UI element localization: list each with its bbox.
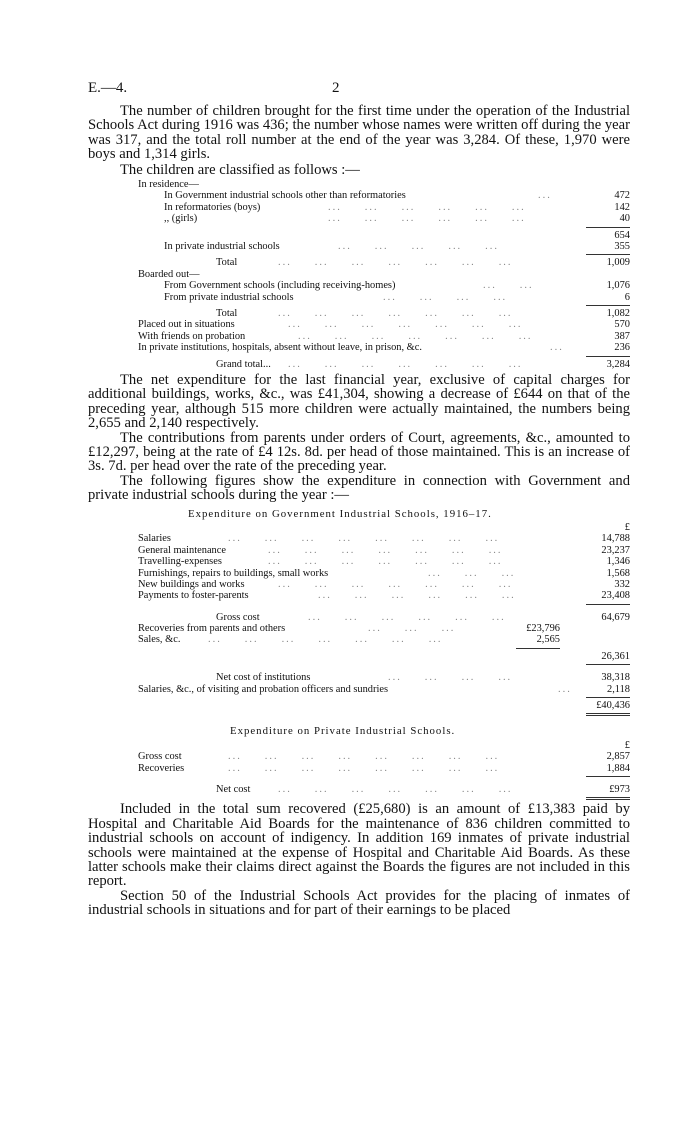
private-expenditure-table: Expenditure on Private Industrial Schools. £ Gross cost ... ... ... ... ... ... ... ... 2,857 Recoveries ... ... ... ... ... ... ... ... 1,884 Net cost ... ... ... ... ... ... ... £973: [138, 726, 630, 800]
double-rule: [586, 797, 630, 800]
value-total-1: 1,009: [606, 257, 630, 269]
label-total-1: Total: [216, 257, 238, 269]
rule: [586, 356, 630, 357]
label-recoveries: Recoveries from parents and others: [138, 623, 286, 635]
label-private-schools: In private industrial schools: [164, 240, 280, 252]
paragraph-classification-intro: The children are classified as follows :—: [120, 161, 360, 178]
rule: [586, 227, 630, 228]
page: [88, 80, 630, 918]
value-from-gov: 1,076: [606, 280, 630, 292]
rule: [516, 648, 560, 649]
paragraph-contributions: The contributions from parents under orders of Court, agreements, &c., amounted to £12,297, being at the rate of £4 12s. 8d. per head of those maintained. This is an increase of 3s. 7d. per head over the rate of the preceding year.: [88, 429, 630, 475]
value-private-net-cost: £973: [609, 784, 630, 795]
label-private-gross-cost: Gross cost: [138, 751, 182, 763]
label-friends-probation: With friends on probation: [138, 330, 246, 342]
label-private-recoveries: Recoveries: [138, 762, 185, 774]
label-new-buildings: New buildings and works: [138, 578, 245, 590]
label-reformatories-girls: ,, (girls): [164, 213, 198, 225]
document-code: E.—4.: [88, 80, 128, 96]
value-sales: 2,565: [536, 634, 560, 646]
label-boarded-out: Boarded out—: [138, 268, 200, 280]
value-gov-total: £40,436: [596, 700, 630, 712]
paragraph-section-50: Section 50 of the Industrial Schools Act provides for the placing of inmates of industrial schools in situations and for part of their earnings to be placed: [88, 887, 630, 919]
value-net-cost-institutions: 38,318: [601, 672, 630, 684]
label-private-institutions: In private institutions, hospitals, absent without leave, in prison, &c.: [138, 342, 422, 354]
currency-symbol: £: [624, 521, 630, 533]
paragraph-following-figures: The following figures show the expenditure in connection with Government and private industrial schools during the year :—: [88, 472, 630, 504]
double-rule: [586, 713, 630, 716]
label-salaries: Salaries: [138, 533, 171, 545]
page-number: 2: [332, 80, 340, 96]
value-reformatories-girls: 40: [619, 213, 630, 225]
label-reformatories-boys: In reformatories (boys): [164, 201, 261, 213]
paragraph-roll-numbers: The number of children brought for the first time under the operation of the Industrial Schools Act during 1916 was 436; the number whose names were written off during the year was 317, and the total roll number at the end of the year was 3,284. Of these, 1,970 were boys and 1,314 girls.: [88, 103, 630, 163]
label-gross-cost: Gross cost: [216, 611, 260, 623]
rule: [586, 697, 630, 698]
currency-symbol: £: [624, 739, 630, 751]
label-from-gov: From Government schools (including receiving-homes): [164, 280, 396, 292]
rule: [586, 664, 630, 665]
value-recoveries: £23,796: [526, 623, 560, 635]
label-in-residence: In residence—: [138, 179, 199, 191]
paragraph-recovered-sum: Included in the total sum recovered (£25,680) is an amount of £13,383 paid by Hospital and Charitable Aid Boards for the maintenance of 836 children committed to industrial schools on account of indigency. In addition 169 inmates of private industrial schools were maintained at the expense of Hospital and Charitable Aid Boards. As these latter schools make their claims direct against the Boards the figures are not included in this report.: [88, 801, 630, 890]
rule: [586, 776, 630, 777]
value-total-2: 1,082: [606, 307, 630, 319]
label-visiting-officers: Salaries, &c., of visiting and probation officers and sundries: [138, 683, 388, 695]
value-salaries: 14,788: [601, 533, 630, 545]
label-net-cost-institutions: Net cost of institutions: [216, 672, 311, 684]
page-header: [88, 80, 630, 104]
label-from-private: From private industrial schools: [164, 291, 294, 303]
value-placed-out: 570: [614, 319, 630, 331]
value-subtotal-residence: 654: [614, 229, 630, 241]
rule: [586, 604, 630, 605]
value-from-private: 6: [624, 291, 630, 303]
label-sales: Sales, &c.: [138, 634, 181, 646]
label-travelling: Travelling-expenses: [138, 556, 222, 568]
value-friends-probation: 387: [614, 330, 630, 342]
classification-table: In residence— In Government industrial schools other than reformatories ... 472 In reformatories (boys) ... ... ... ... ... ... 142 ,, (girls) ... ... ... ... ... ... 40 654 In private industrial schools ... ... ... ... ... 355 Total ... ... ... ... ... ... ... 1,009 Boarded out— From Government schools (including receiving-homes) ... ... 1,076 From private industrial schools ... ... ... ... 6 Total ... ... ... ... ... ... ... 1,082 Placed out in situations ... ... ... ... ... ... ... 570 With friends on probation ... ... ... ... ... ... ... 387 In private institutions, hospitals, absent without leave, in prison, &c. ... 236 Grand total... ... ... ... ... ... ... ... 3,284: [138, 179, 630, 370]
value-furnishings: 1,568: [606, 567, 630, 579]
private-expenditure-title: Expenditure on Private Industrial Schools.: [230, 725, 456, 738]
paragraph-net-expenditure: The net expenditure for the last financial year, exclusive of capital charges for additional buildings, works, &c., was £41,304, showing a decrease of £644 on that of the preceding year, although 515 more children were actually maintained, the numbers being 2,655 and 2,140 respectively.: [88, 371, 630, 432]
label-general-maintenance: General maintenance: [138, 544, 226, 556]
label-private-net-cost: Net cost: [216, 784, 251, 795]
label-placed-out: Placed out in situations: [138, 319, 235, 331]
gov-expenditure-title: Expenditure on Government Industrial Schools, 1916–17.: [188, 507, 492, 520]
rule: [586, 254, 630, 255]
value-recoveries-total: 26,361: [601, 650, 630, 662]
value-grand-total: 3,284: [606, 358, 630, 370]
value-visiting-officers: 2,118: [607, 683, 630, 695]
label-foster-parents: Payments to foster-parents: [138, 590, 249, 602]
value-foster-parents: 23,408: [601, 590, 630, 602]
value-travelling: 1,346: [606, 556, 630, 568]
rule: [586, 305, 630, 306]
value-private-institutions: 236: [614, 342, 630, 354]
gov-expenditure-table: Expenditure on Government Industrial Schools, 1916–17. £ Salaries ... ... ... ... ... ... ... ... 14,788 General maintenance ... ... ... ... ... ... ... 23,237 Travelling-expenses ... ... ... ... ... ... ... 1,346 Furnishings, repairs to buildings, small works ... ... ... 1,568 New buildings and works ... ... ... ... ... ... ... 332 Payments to foster-parents ... ... ... ... ... ... 23,408 Gross cost ... ... ... ... ... ... 64,679 Recoveries from parents and others ... ... ... £23,796 Sales, &c. ... ... ... ... ... ... ... 2,565 26,361 Net cost of institutions ... ... ... ... 38,318 Salaries, &c., of visiting and probation officers and sundries ... 2,118 £40,436: [138, 509, 630, 717]
value-gov-schools: 472: [614, 190, 630, 202]
value-new-buildings: 332: [614, 578, 630, 590]
value-reformatories-boys: 142: [614, 201, 630, 213]
value-general-maintenance: 23,237: [601, 544, 630, 556]
value-private-schools: 355: [614, 240, 630, 252]
value-private-recoveries: 1,884: [606, 762, 630, 774]
label-grand-total: Grand total...: [216, 358, 271, 370]
label-furnishings: Furnishings, repairs to buildings, small works: [138, 567, 329, 579]
label-gov-schools: In Government industrial schools other than reformatories: [164, 190, 406, 202]
value-gross-cost: 64,679: [601, 611, 630, 623]
label-total-2: Total: [216, 307, 238, 319]
value-private-gross-cost: 2,857: [606, 751, 630, 763]
